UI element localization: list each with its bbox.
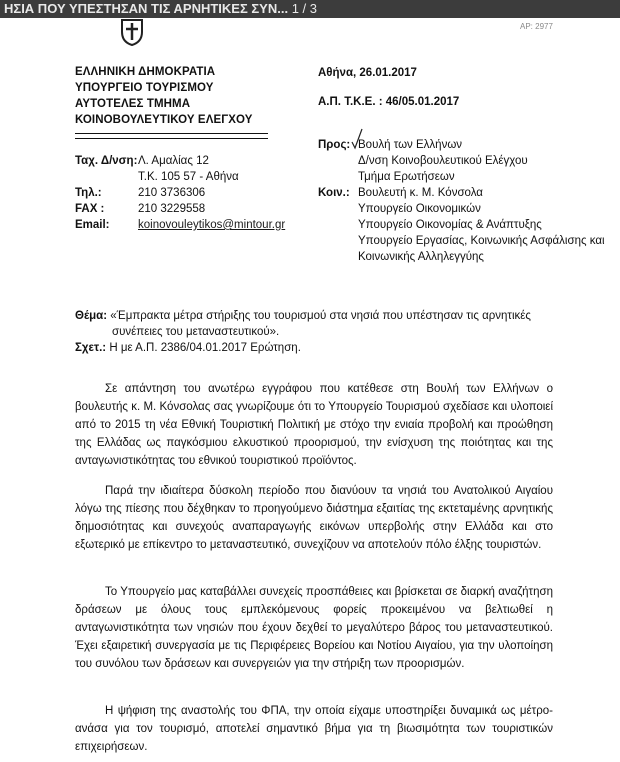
contact-block bbox=[75, 153, 285, 233]
handwritten-stamp: ΑΡ: 2977 bbox=[520, 22, 553, 31]
body-paragraph: Σε απάντηση του ανωτέρω εγγράφου που κατέθεσε στη Βουλή των Ελλήνων ο βουλευτής κ. Μ. Κόνσολας σας γνωρίζουμε ότι το Υπουργείο Τουρισμού σχεδίασε και υλοποιεί από το 2015 τη νέα Εθνική Τουριστική Πολιτική με στόχο την ενιαία προβολή και προώθηση της Ελλάδας ως παγκόσμιου ελκυστικού προορισμού, την ενίσχυση της ποιότητας και της ανταγωνιστικότητας του εθνικού τουριστικού προϊόντος. bbox=[75, 383, 553, 467]
cc-line: Υπουργείο Οικονομικών bbox=[358, 203, 481, 215]
sender-line: ΑΥΤΟΤΕΛΕΣ ΤΜΗΜΑ bbox=[75, 98, 191, 110]
to-line: Δ/νση Κοινοβουλευτικού Ελέγχου bbox=[358, 155, 528, 167]
cc-line: Υπουργείο Εργασίας, Κοινωνικής Ασφάλισης και bbox=[358, 235, 605, 247]
email-label: Email: bbox=[75, 219, 110, 231]
cc-line: Υπουργείο Οικονομίας & Ανάπτυξης bbox=[358, 219, 542, 231]
cc-label: Κοιν.: bbox=[318, 187, 350, 199]
sender-line: ΚΟΙΝΟΒΟΥΛΕΥΤΙΚΟΥ ΕΛΕΓΧΟΥ bbox=[75, 114, 253, 126]
postal-value: Τ.Κ. 105 57 - Αθήνα bbox=[138, 171, 239, 183]
sender-block bbox=[75, 64, 253, 128]
sender-line: ΕΛΛΗΝΙΚΗ ΔΗΜΟΚΡΑΤΙΑ bbox=[75, 66, 216, 78]
phone-value: 210 3736306 bbox=[138, 187, 206, 199]
email-link[interactable]: koinovouleytikos@mintour.gr bbox=[138, 219, 286, 231]
fax-value: 210 3229558 bbox=[138, 203, 206, 215]
to-line: Τμήμα Ερωτήσεων bbox=[358, 171, 455, 183]
to-line: Βουλή των Ελλήνων bbox=[358, 139, 463, 151]
recipients-block bbox=[318, 137, 605, 265]
street-label: Ταχ. Δ/νση: bbox=[75, 155, 138, 167]
sender-line: ΥΠΟΥΡΓΕΙΟ ΤΟΥΡΙΣΜΟΥ bbox=[75, 82, 214, 94]
subject-line-1: «Έμπρακτα μέτρα στήριξης του τουρισμού στα νησιά που υπέστησαν τις αρνητικές bbox=[110, 310, 531, 322]
body-paragraph: Παρά την ιδιαίτερα δύσκολη περίοδο που διανύουν τα νησιά του Ανατολικού Αιγαίου λόγω της πίεσης που δέχθηκαν το προηγούμενο διάστημα εξαιτίας της εκτεταμένης αρνητικής δημοσιότητας και συνεχούς αναπαραγωγής εικόνων υπερβολής στην Ελλάδα και στο εξωτερικό με επίκεντρο το μεταναστευτικό, συνεχίζουν να αποτελούν πόλο έλξης τουριστών. bbox=[75, 485, 553, 551]
cc-line: Κοινωνικής Αλληλεγγύης bbox=[358, 251, 484, 263]
document-title: ΗΣΙΑ ΠΟΥ ΥΠΕΣΤΗΣΑΝ ΤΙΣ ΑΡΝΗΤΙΚΕΣ ΣΥΝ... bbox=[4, 1, 289, 16]
page-indicator[interactable]: 1 / 3 bbox=[291, 1, 317, 16]
cc-line: Βουλευτή κ. Μ. Κόνσολα bbox=[358, 187, 483, 199]
fax-label: FAX : bbox=[75, 203, 105, 215]
phone-label: Τηλ.: bbox=[75, 187, 102, 199]
body-paragraph: Η ψήφιση της αναστολής του ΦΠΑ, την οποία είχαμε υποστηρίξει δυναμικά ως μέτρο- ανάσα για τον τουρισμό, αποτελεί σημαντικό βήμα για τη βιωσιμότητα των τουριστικών επιχειρήσεων. bbox=[75, 705, 553, 753]
header-divider bbox=[75, 133, 268, 139]
document-date: Αθήνα, 26.01.2017 bbox=[318, 67, 417, 79]
subject-block bbox=[75, 308, 555, 356]
state-emblem-icon bbox=[118, 18, 146, 46]
pdf-viewer-title-bar bbox=[0, 0, 620, 18]
document-meta bbox=[318, 67, 459, 109]
reference-label: Σχετ.: bbox=[75, 342, 107, 354]
body-paragraph: Το Υπουργείο μας καταβάλλει συνεχείς προσπάθειες και βρίσκεται σε διαρκή αναζήτηση δράσεων με όλους τους εμπλεκόμενους φορείς προκειμένου να βελτιωθεί η ανταγωνιστικότητα των νησιών που έχουν δεχθεί το μεγαλύτερο βάρος του μεταναστευτικού. Έχει εξαιρετική συνεργασία με τις Περιφέρειες Βορείου και Νοτίου Αιγαίου, για την υλοποίηση του συνόλου των δράσεων και συνεργειών για την στήριξη των προορισμών. bbox=[75, 586, 553, 670]
street-value: Λ. Αμαλίας 12 bbox=[138, 155, 209, 167]
protocol-number: Α.Π. Τ.Κ.Ε. : 46/05.01.2017 bbox=[318, 96, 460, 108]
reference-value: Η με Α.Π. 2386/04.01.2017 Ερώτηση. bbox=[106, 342, 301, 354]
subject-line-2: συνέπειες του μεταναστευτικού». bbox=[112, 326, 280, 338]
subject-label: Θέμα: bbox=[75, 310, 108, 322]
to-label: Προς: bbox=[318, 139, 351, 151]
